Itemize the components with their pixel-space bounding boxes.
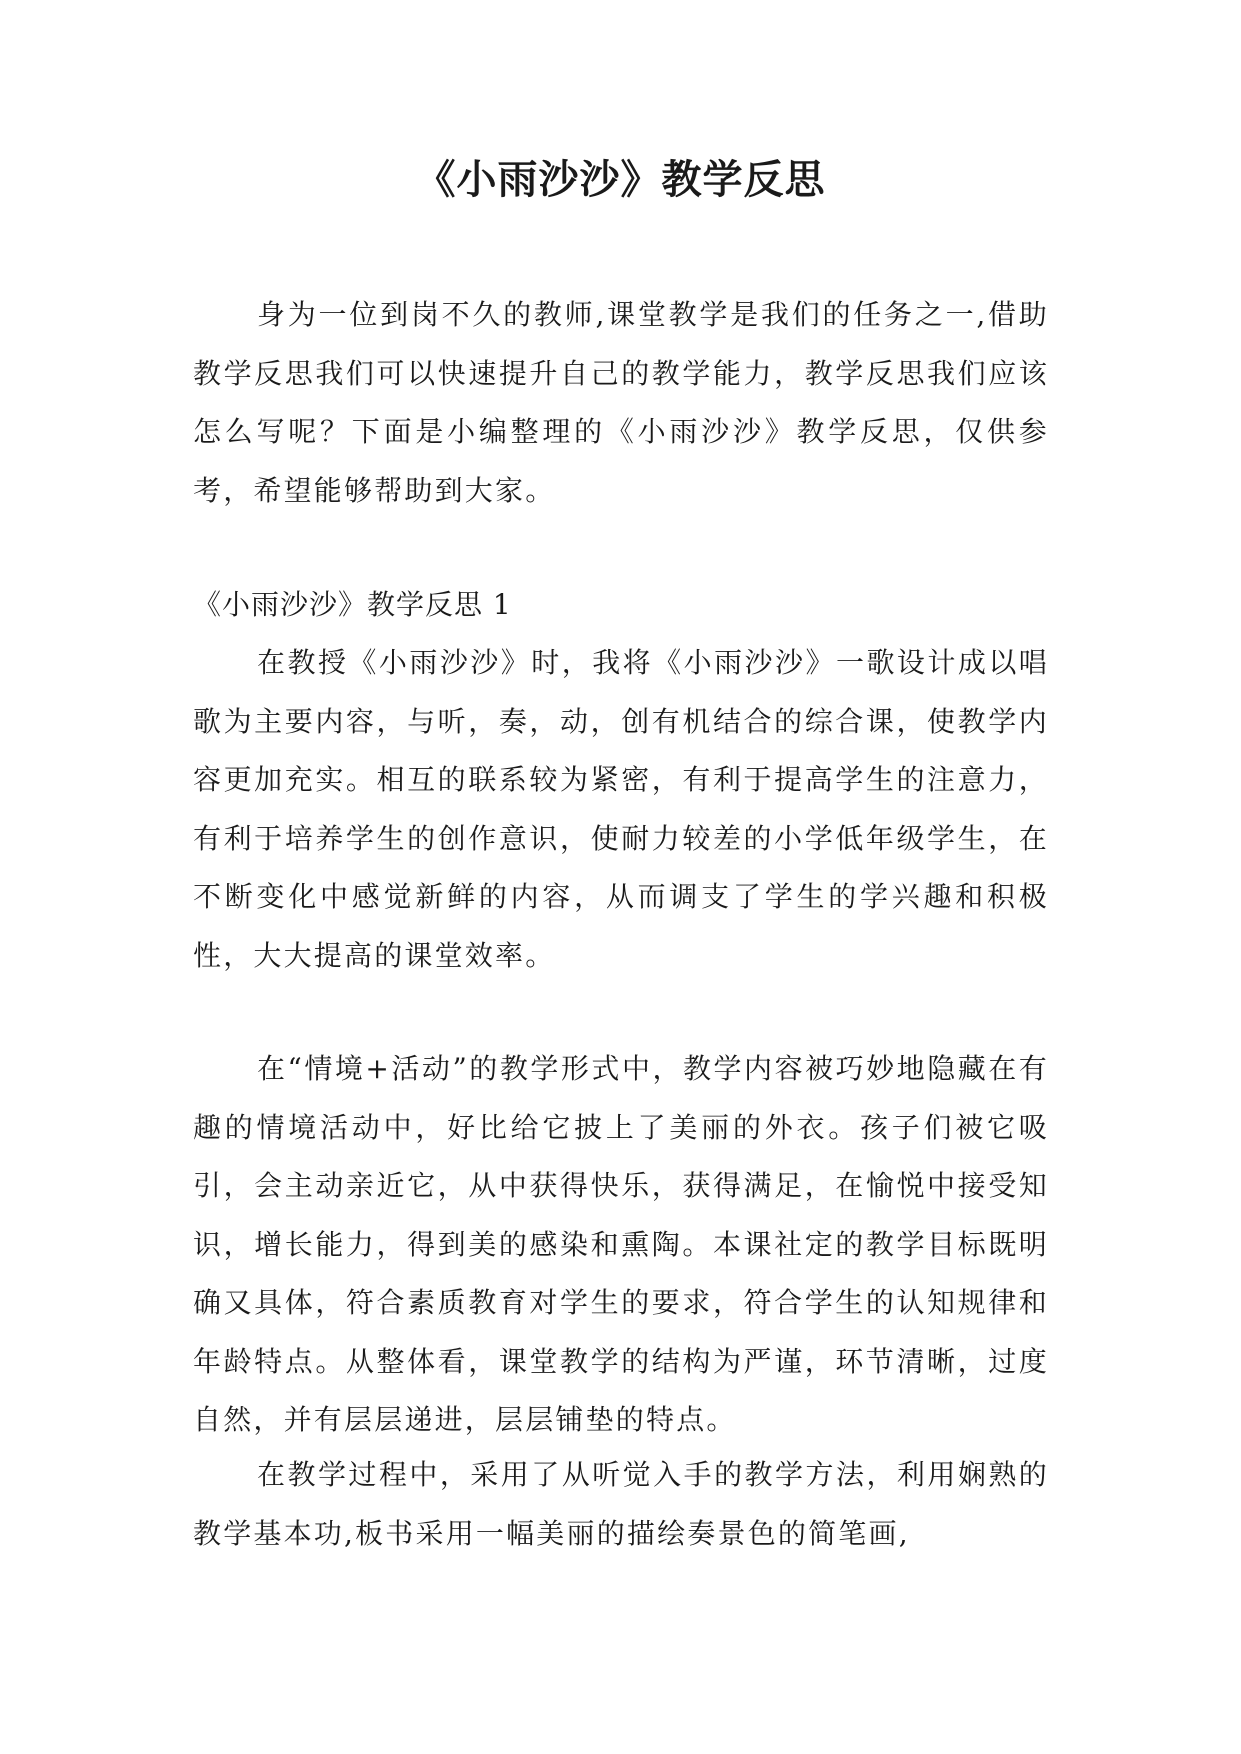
body-paragraph-1: 在教授《小雨沙沙》时，我将《小雨沙沙》一歌设计成以唱歌为主要内容，与听，奏，动，创有机结合的综合课，使教学内容更加充实。相互的联系较为紧密，有利于提高学生的注意力，有利于培养学生的创作意识，使耐力较差的小学低年级学生，在不断变化中感觉新鲜的内容，从而调支了学生的学兴趣和积极性，大大提高的课堂效率。 xyxy=(193,646,1049,972)
intro-paragraph: 身为一位到岗不久的教师,课堂教学是我们的任务之一,借助教学反思我们可以快速提升自己的教学能力，教学反思我们应该怎么写呢？下面是小编整理的《小雨沙沙》教学反思，仅供参考，希望能够帮助到大家。 xyxy=(193,298,1049,507)
body-paragraph-3: 在教学过程中，采用了从听觉入手的教学方法，利用娴熟的教学基本功,板书采用一幅美丽的描绘奏景色的简笔画, xyxy=(193,1458,1049,1550)
section-heading: 《小雨沙沙》教学反思 1 xyxy=(193,588,512,621)
body-paragraph-2: 在“情境+活动”的教学形式中，教学内容被巧妙地隐藏在有趣的情境活动中，好比给它披上了美丽的外衣。孩子们被它吸引，会主动亲近它，从中获得快乐，获得满足，在愉悦中接受知识，增长能力，得到美的感染和熏陶。本课社定的教学目标既明确又具体，符合素质教育对学生的要求，符合学生的认知规律和年龄特点。从整体看，课堂教学的结构为严谨，环节清晰，过度自然，并有层层递进，层层铺垫的特点。 xyxy=(193,1052,1049,1436)
page-title: 《小雨沙沙》教学反思 xyxy=(415,156,826,203)
